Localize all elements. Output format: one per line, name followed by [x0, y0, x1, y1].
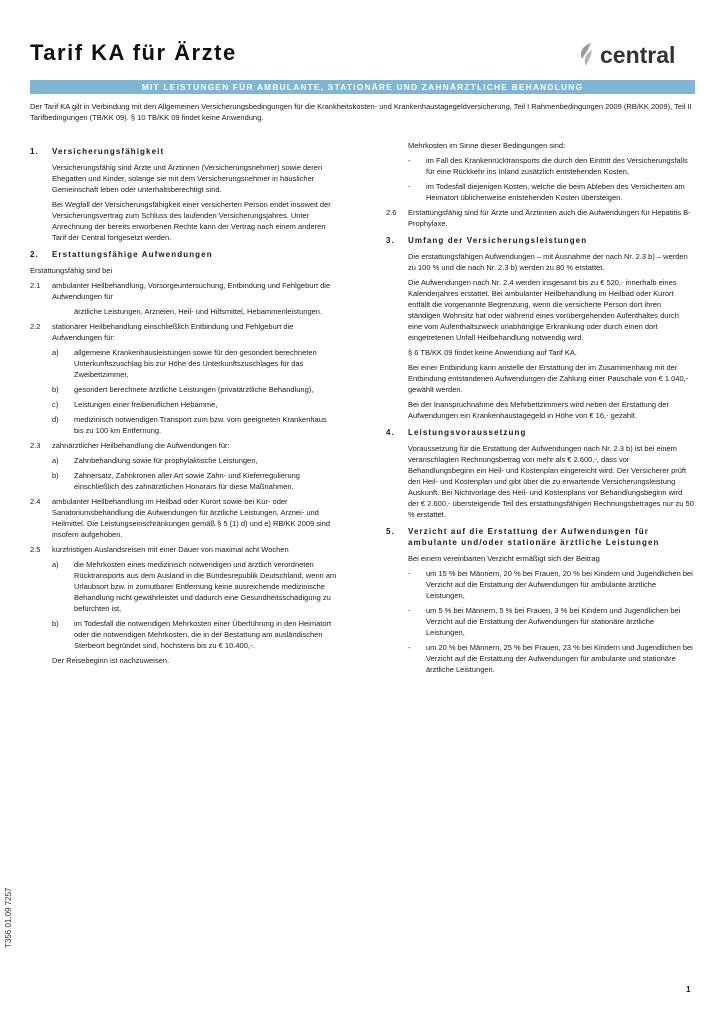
list-item: [30, 559, 338, 614]
clause-text: stationärer Heilbehandlung einschließlich Entbindung und Fehlgeburt die Aufwendungen für:: [52, 322, 294, 342]
section-number: 2.: [30, 250, 39, 259]
list-text: im Fall des Krankenrücktransports die durch den Eintritt des Versicherungsfalls für eine Rückkehr ins Inland zusätzlich entstehenden Kosten,: [426, 156, 688, 176]
list-text: Zahnbehandlung sowie für prophylaktische Leistungen,: [74, 456, 258, 465]
section-title: Leistungsvoraussetzung: [408, 428, 527, 437]
list-text: Zahnersatz, Zahnkronen aller Art sowie Zahn- und Kieferregulierung einschließlich des zahnärztlichen Honorars für diese Maßnahmen.: [74, 471, 300, 491]
paragraph: Mehrkosten im Sinne dieser Bedingungen sind:: [408, 141, 566, 150]
list-label: d): [52, 415, 59, 424]
list-text: Leistungen einer freiberuflichen Hebamme,: [74, 400, 218, 409]
section-title: Verzicht auf die Erstattung der Aufwendungen für ambulante und/oder stationäre ärztliche Leistungen: [408, 527, 660, 547]
paragraph: Der Reisebeginn ist nachzuweisen.: [52, 656, 170, 665]
clause-2-5: [30, 544, 338, 555]
form-code: T356 01.09 7257: [4, 887, 13, 948]
section-number: 4.: [386, 428, 395, 437]
list-text: gesondert berechnete ärztliche Leistungen (privatärztliche Behandlung),: [74, 385, 314, 394]
section-number: 5.: [386, 527, 395, 536]
clause-2-4: [30, 496, 338, 540]
clause-text: Erstattungsfähig sind für Ärzte und Ärztinnen auch die Aufwendungen für Hepatitis B-Prophylaxe.: [408, 208, 691, 228]
list-item: [386, 605, 694, 638]
paragraph: § 6 TB/KK 09 findet keine Anwendung auf Tarif KA.: [408, 348, 578, 357]
list-text: medizinisch notwendigen Transport zum bzw. vom geeigneten Krankenhaus bis zu 100 km Entfernung.: [74, 415, 327, 435]
list-label: -: [408, 156, 411, 165]
list-label: c): [52, 400, 59, 409]
clause-2-1: [30, 280, 338, 302]
section-4-heading: [386, 427, 694, 438]
list-item: [30, 384, 338, 395]
section-title: Erstattungsfähige Aufwendungen: [52, 250, 213, 259]
page-number: 1: [686, 985, 691, 994]
list-text: im Todesfall diejenigen Kosten, welche die beim Ableben des Versicherten am Heimatort üblicherweise entstehenden Kosten übersteigen.: [426, 182, 685, 202]
list-item: [386, 181, 694, 203]
clause-number: 2.3: [30, 441, 41, 450]
list-text: die Mehrkosten eines medizinisch notwendigen und ärztlich verordneten Rücktransports aus dem Ausland in die Bundesrepublik Deutschland, wenn am Urlaubsort bzw. in zumutbarer Entfernung keine ausreichende medizinische Behandlung nicht gewährleistet und dadurch eine Gesundheitsschädigung zu befürchten ist,: [74, 560, 337, 613]
intro-paragraph: Der Tarif KA gilt in Verbindung mit den Allgemeinen Versicherungsbedingungen für die Krankheitskosten- und Krankenhaustagegeldversicherung, Teil I Rahmenbedingungen 2009 (RB/KK 2009), Teil II Tarifbedingungen (TB/KK 09). § 10 TB/KK 09 findet keine Anwendung.: [30, 102, 692, 122]
clause-number: 2.5: [30, 545, 41, 554]
clause-2-3: [30, 440, 338, 451]
paragraph: Bei einem vereinbarten Verzicht ermäßigt sich der Beitrag: [408, 554, 600, 563]
list-item: [30, 347, 338, 380]
paragraph: Voraussetzung für die Erstattung der Aufwendungen nach Nr. 2.3 b) ist bei einem veranschlagten Rechnungsbetrag von mehr als € 2.600,-, dass vor Behandlungsbeginn ein Heil- und Kostenplan eingereicht wird. Der Versicherer prüft den Heil- und Kostenplan und gibt über die zu erwartende Versicherungsleistung Auskunft. Bei Nichtvorlage des Heil- und Kostenplans vor Behandlungsbeginn wird der € 2.600,- übersteigende Teil des erstattungsfähigen Rechnungsbetrages nur zu 50 % erstattet.: [408, 444, 694, 519]
paragraph: Versicherungsfähig sind Ärzte und Ärztinnen (Versicherungsnehmer) sowie deren Ehegatten und Kinder, solange sie mit dem Versicherungsnehmer in häuslicher Gemeinschaft leben oder unterhaltsberechtigt sind.: [52, 163, 323, 194]
list-item: [386, 568, 694, 601]
clause-2-2: [30, 321, 338, 343]
leaf-logo-icon: [578, 42, 596, 68]
clause-subtext: ärztliche Leistungen, Arzneien, Heil- und Hilfsmittel, Hebammenleistungen.: [74, 307, 323, 316]
list-label: -: [408, 606, 411, 615]
list-label: -: [408, 182, 411, 191]
paragraph: Die Aufwendungen nach Nr. 2.4 werden insgesamt bis zu € 520,- innerhalb eines Kalenderjahres erstattet. Bei ambulanter Heilbehandlung im Heilbad oder Kurort entfällt die vorgenannte Begrenzung, wenn die versicherte Person dort ihren ständigen Wohnsitz hat oder während eines vorübergehenden Aufenthaltes durch eine vom Aufenthaltszweck unabhängige Erkrankung oder durch einen dort eingetretenen Unfall Heilbehandlung notwendig wird.: [408, 278, 679, 342]
clause-2-6: [386, 207, 694, 229]
list-text: im Todesfall die notwendigen Mehrkosten einer Überführung in den Heimatort oder die notwendigen Mehrkosten, die in der Bestattung am ausländischen Sterbeort begründet sind, höchstens bis zu € 10.400,-.: [74, 619, 332, 650]
list-text: um 20 % bei Männern, 25 % bei Frauen, 23 % bei Kindern und Jugendlichen bei Verzicht auf die Erstattung der Aufwendungen für ambulante und stationäre ärztliche Leistungen.: [426, 643, 693, 674]
central-logo: [578, 40, 675, 70]
paragraph: Erstattungsfähig sind bei: [30, 266, 113, 275]
paragraph: Die erstattungsfähigen Aufwendungen – mit Ausnahme der nach Nr. 2.3 b) – werden zu 100 % und die nach Nr. 2.3 b) werden zu 80 % erstattet.: [408, 252, 688, 272]
list-label: -: [408, 569, 411, 578]
page-title: Tarif KA für Ärzte: [30, 40, 237, 65]
section-title: Umfang der Versicherungsleistungen: [408, 236, 588, 245]
coverage-banner: MIT LEISTUNGEN FÜR AMBULANTE, STATIONÄRE UND ZAHNÄRZTLICHE BEHANDLUNG: [30, 80, 695, 94]
paragraph: Bei einer Entbindung kann anstelle der Erstattung der im Zusammenhang mit der Entbindung entstandenen Aufwendungen die Zahlung einer Pauschale von € 1.040,- gewählt werden.: [408, 363, 689, 394]
left-column: [30, 140, 338, 670]
paragraph: Bei der Inanspruchnahme des Mehrbettzimmers wird neben der Erstattung der Aufwendungen ein Krankenhaustagegeld in Höhe von € 16,- gezahlt.: [408, 400, 669, 420]
right-column: [386, 140, 694, 679]
section-number: 3.: [386, 236, 395, 245]
section-title: Versicherungsfähigkeit: [52, 147, 165, 156]
section-number: 1.: [30, 147, 39, 156]
list-text: um 5 % bei Männern, 5 % bei Frauen, 3 % bei Kindern und Jugendlichen bei Verzicht auf die Erstattung der Aufwendungen für stationäre ärztliche Leistungen,: [426, 606, 681, 637]
clause-number: 2.4: [30, 497, 41, 506]
list-item: [386, 642, 694, 675]
section-3-heading: [386, 235, 694, 246]
list-item: [30, 470, 338, 492]
section-2-heading: [30, 249, 338, 260]
list-text: allgemeine Krankenhausleistungen sowie für den gesondert berechneten Unterkunftszuschlag bis zur Höhe des Unterkunftszuschlages für das Zweibettzimmer,: [74, 348, 317, 379]
list-label: -: [408, 643, 411, 652]
list-item: [30, 618, 338, 651]
clause-text: zahnärztlicher Heilbehandlung die Aufwendungen für:: [52, 441, 230, 450]
brand-name: central: [600, 41, 676, 68]
clause-number: 2.2: [30, 322, 41, 331]
clause-text: ambulanter Heilbehandlung, Vorsorgeuntersuchung, Entbindung und Fehlgeburt die Aufwendungen für: [52, 281, 331, 301]
list-label: b): [52, 619, 59, 628]
list-label: a): [52, 348, 59, 357]
list-item: [30, 455, 338, 466]
list-item: [30, 414, 338, 436]
list-label: b): [52, 385, 59, 394]
list-text: um 15 % bei Männern, 20 % bei Frauen, 20 % bei Kindern und Jugendlichen bei Verzicht auf die Erstattung der Aufwendungen für ambulante ärztliche Leistungen,: [426, 569, 693, 600]
clause-number: 2.1: [30, 281, 41, 290]
list-label: a): [52, 456, 59, 465]
clause-number: 2.6: [386, 208, 397, 217]
list-label: b): [52, 471, 59, 480]
clause-text: ambulanter Heilbehandlung im Heilbad oder Kurort sowie bei Kur- oder Sanatoriumsbehandlung die Aufwendungen für ärztliche Leistungen, Arznei- und Heilmittel. Die Leistungseinschränkungen gemäß § 5 (1) d) und e) RB/KK 2009 sind insofern aufgehoben.: [52, 497, 331, 539]
list-label: a): [52, 560, 59, 569]
list-item: [386, 155, 694, 177]
section-5-heading: [386, 526, 694, 548]
paragraph: Bei Wegfall der Versicherungsfähigkeit einer versicherten Person endet insoweit der Versicherungsvertrag zum Schluss des laufenden Versicherungsjahres. Unter Anrechnung der bereits erworbenen Rechte kann der Vertrag nach einem anderen Tarif der Central fortgesetzt werden.: [52, 200, 331, 242]
clause-text: kurzfristigen Auslandsreisen mit einer Dauer von maximal acht Wochen: [52, 545, 289, 554]
list-item: [30, 399, 338, 410]
section-1-heading: [30, 146, 338, 157]
